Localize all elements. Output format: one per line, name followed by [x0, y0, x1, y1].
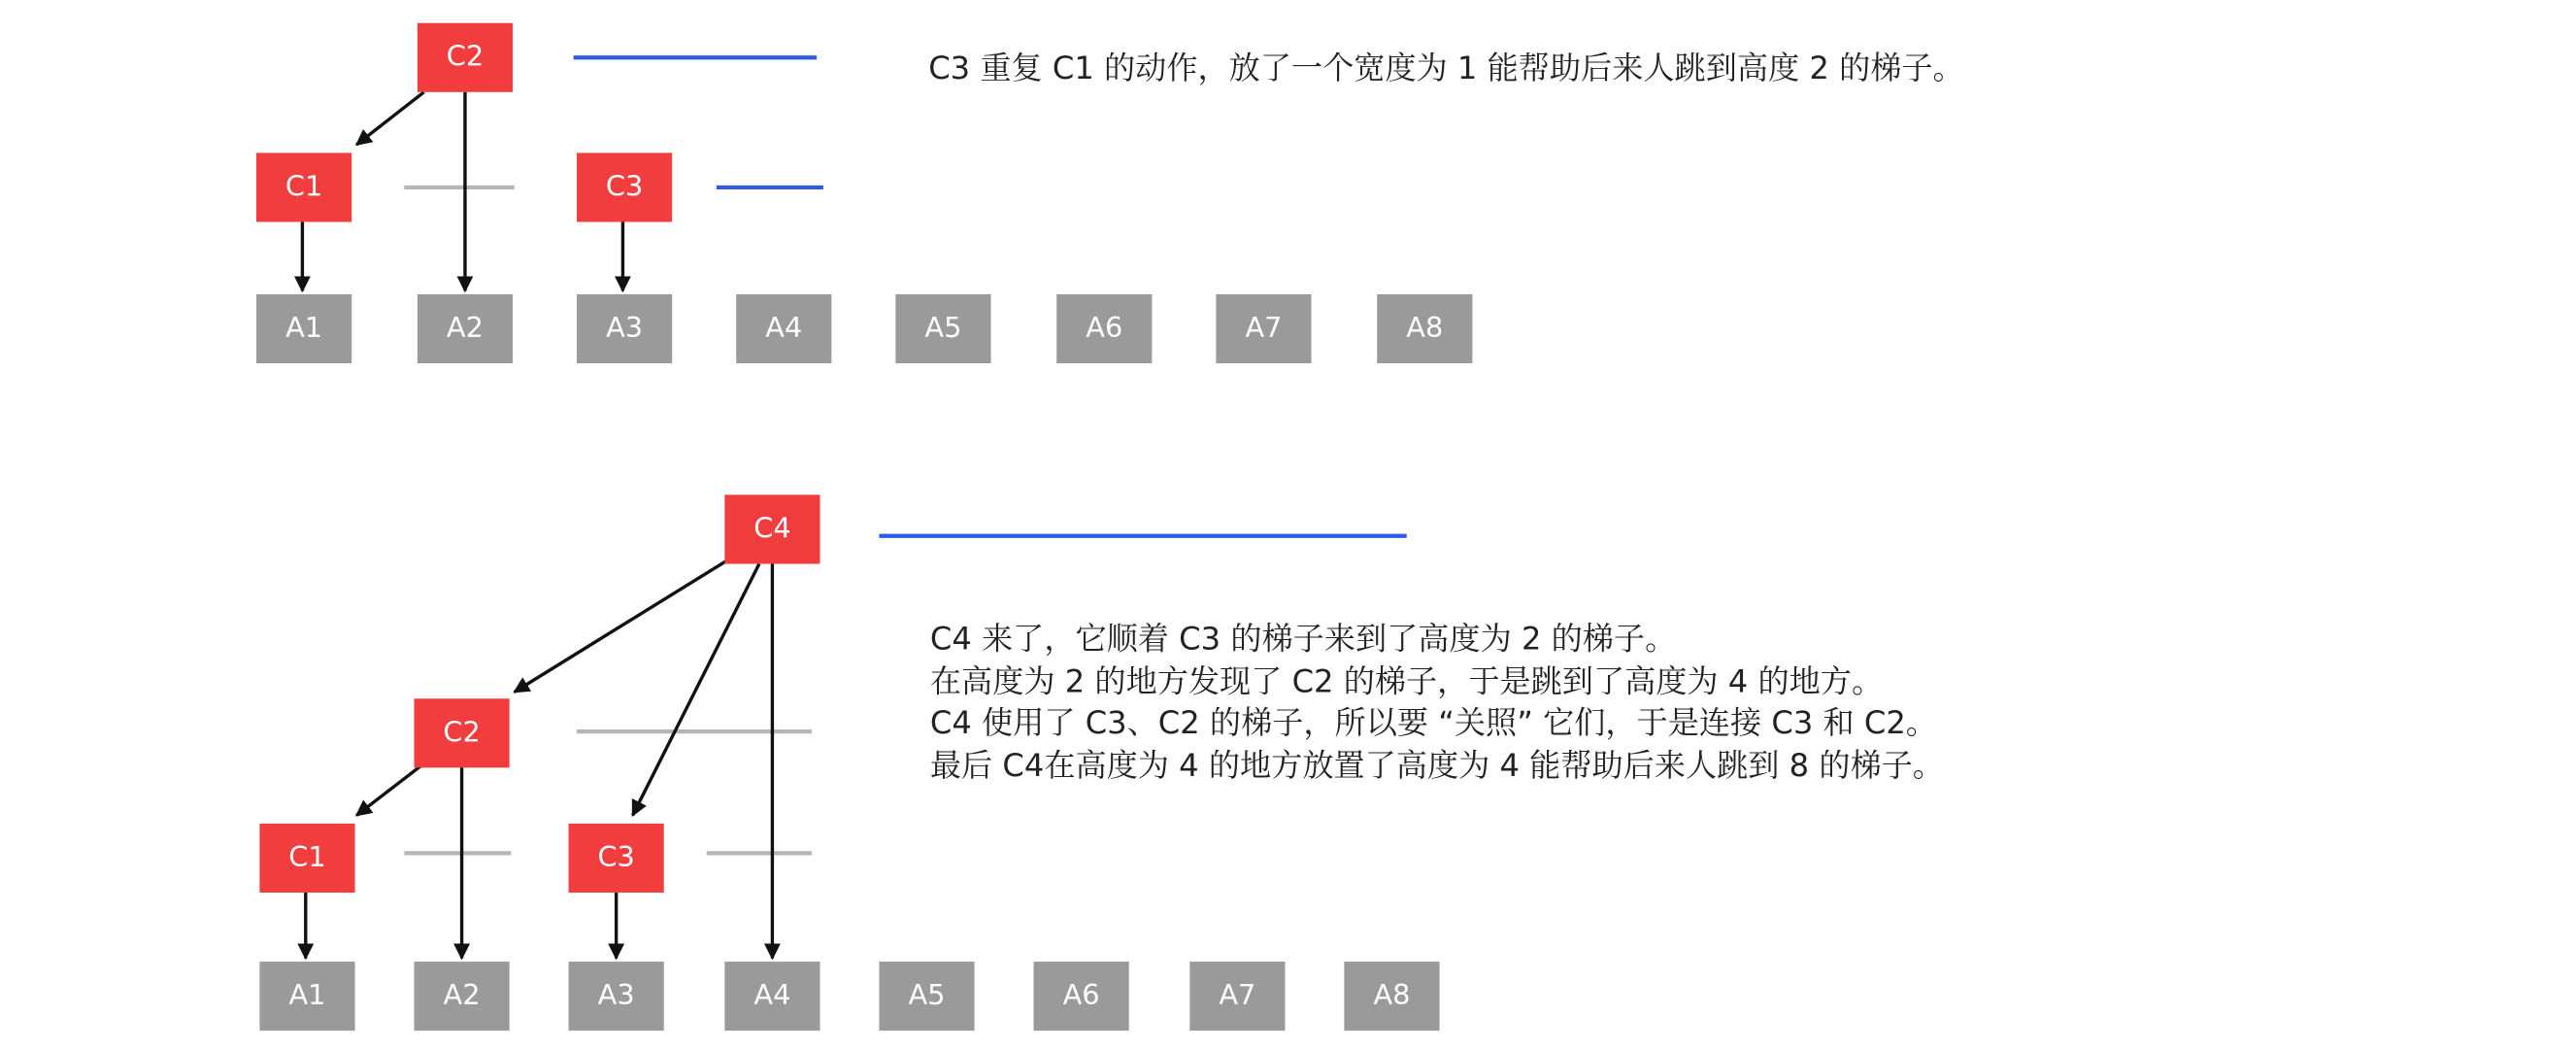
top-arrow-c2-c1	[356, 92, 423, 145]
bottom-description-line-1: C4 来了，它顺着 C3 的梯子来到了高度为 2 的梯子。	[929, 621, 1677, 658]
top-array-cell-a3: A3	[577, 294, 672, 363]
top-array-cell-a8: A8	[1377, 294, 1472, 363]
top-node-c3: C3	[577, 152, 672, 221]
bottom-array-cell-a6: A6	[1034, 962, 1129, 1031]
bottom-arrow-c4-c3	[633, 563, 759, 815]
bottom-node-c1: C1	[259, 824, 354, 893]
bottom-node-c2: C2	[414, 698, 509, 767]
bottom-description	[930, 620, 1944, 788]
bottom-array-cell-a3: A3	[569, 962, 664, 1031]
bottom-array-cell-a8: A8	[1344, 962, 1439, 1031]
bottom-arrow-c2-c1	[356, 766, 420, 816]
bottom-node-c3: C3	[569, 824, 664, 893]
bottom-array-cell-a2: A2	[414, 962, 509, 1031]
bottom-array-cell-a5: A5	[879, 962, 974, 1031]
bottom-description-line-2: 在高度为 2 的地方发现了 C2 的梯子，于是跳到了高度为 4 的地方。	[929, 662, 1884, 700]
bottom-array-cell-a1: A1	[259, 962, 354, 1031]
top-description: C3 重复 C1 的动作，放了一个宽度为 1 能帮助后来人跳到高度 2 的梯子。	[928, 51, 1964, 87]
top-array-cell-a4: A4	[736, 294, 831, 363]
bottom-description-line-4: 最后 C4在高度为 4 的地方放置了高度为 4 能帮助后来人跳到 8 的梯子。	[929, 747, 1944, 784]
bottom-arrow-c4-c2	[515, 558, 730, 692]
bottom-array-cell-a7: A7	[1189, 962, 1285, 1031]
bottom-description-line-3: C4 使用了 C3、C2 的梯子，所以要 “关照” 它们，于是连接 C3 和 C2。	[929, 705, 1937, 742]
top-array-cell-a6: A6	[1056, 294, 1152, 363]
top-node-c1: C1	[256, 152, 351, 221]
top-array-cell-a5: A5	[895, 294, 990, 363]
top-array-cell-a1: A1	[256, 294, 351, 363]
bottom-array-cell-a4: A4	[724, 962, 820, 1031]
top-node-c2: C2	[418, 23, 513, 92]
top-array-cell-a7: A7	[1216, 294, 1311, 363]
bottom-node-c4: C4	[724, 494, 820, 563]
top-array-cell-a2: A2	[418, 294, 513, 363]
